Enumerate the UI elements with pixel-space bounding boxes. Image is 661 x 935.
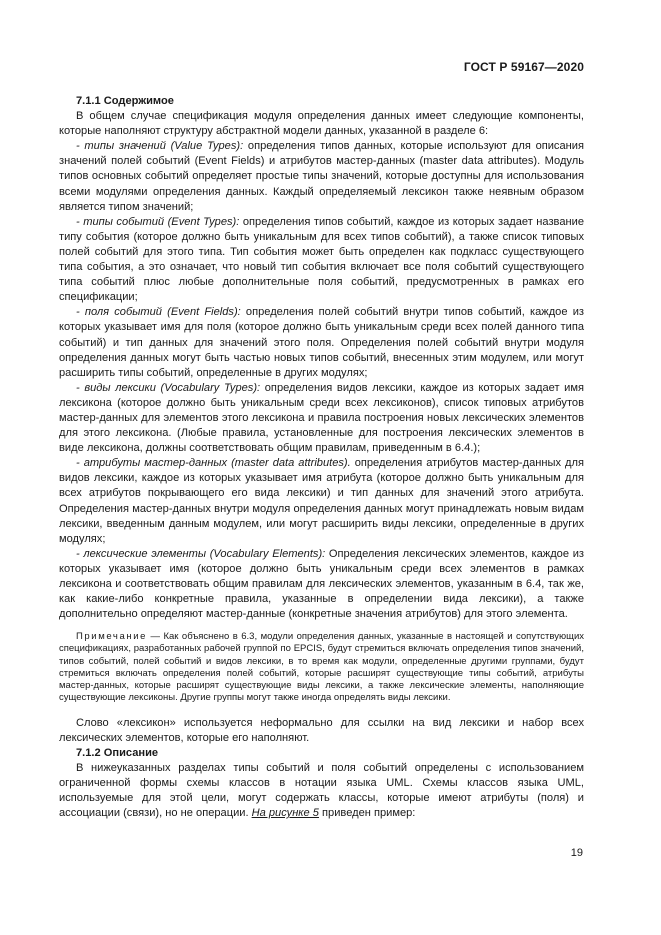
note-label: Примечание: [76, 631, 147, 643]
document-body: [59, 94, 584, 821]
definition-event-fields: определения полей событий внутри типов событий, каждое из которых указывает имя для поля (которое должно быть уникальным среди всех полей данного типа событий) и тип данных для значений этого поля. Определения полей событий внутри модуля определения данных могут быть частью новых типов событий, внесенных этим модулем, или могут расширить типы событий, определенные в других модулях;: [59, 306, 584, 379]
list-item-vocabulary-elements: [59, 547, 584, 622]
section-heading-7-1-1: 7.1.1 Содержимое: [76, 95, 174, 107]
term-event-types: - типы событий (Event Types):: [76, 215, 240, 228]
list-item-event-fields: [59, 305, 584, 380]
section-heading-7-1-2: 7.1.2 Описание: [76, 746, 159, 759]
page-number: 19: [570, 847, 583, 859]
list-item-value-types: [59, 139, 584, 214]
list-item-master-data-attributes: [59, 456, 584, 547]
definition-vocabulary-types: определения видов лексики, каждое из которых задает имя лексикона (которое должно быть уникальным среди всех лексиконов), список типовых атрибутов мастер-данных для элементов этого лексикона и правила построения новых лексических элементов для этого лексикона. (Любые правила, установленные для построения лексических элементов в виде лексикона, должны соответствовать общим правилам, приведенным в 6.4.);: [59, 381, 585, 455]
definition-event-types: определения типов событий, каждое из которых задает название типу события (которое должно быть уникальным для всех типов событий), а также список типовых полей событий для этого типа. Тип события может быть определен как подкласс существующего типа события, а это означает, что новый тип события включает все поля событий существующего типа событий плюс любые дополнительные поля событий, предусмотренных в рамках его спецификации;: [59, 215, 584, 304]
term-vocabulary-elements: - лексические элементы (Vocabulary Elements):: [76, 547, 326, 560]
description-text: В нижеуказанных разделах типы событий и поля событий определены с использованием ограниченной формы схемы классов в нотации языка UML. Схемы классов языка UML, используемые для этой цели, могут содержать классы, которые имеют атрибуты (поля) и ассоциации (связи), но не операции.: [59, 761, 584, 820]
description-paragraph: [59, 761, 584, 821]
closing-paragraph: Слово «лексикон» используется неформально для ссылки на вид лексики и набор всех лексических элементов, которые его наполняют.: [59, 716, 584, 744]
term-value-types: - типы значений (Value Types):: [76, 140, 244, 153]
description-text-end: приведен пример:: [318, 807, 416, 820]
list-item-vocabulary-types: [59, 381, 584, 456]
definition-value-types: определения типов данных, которые используют для описания значений полей событий (Event Fields) и атрибутов мастер-данных (master data attributes). Модуль типов основных событий определяет простые типы значений, которые доступны для использования всеми модулями определения данных. Каждый определяемый лексикон также неявным образом является типом значений;: [59, 140, 584, 213]
definition-master-data-attributes: определения атрибутов мастер-данных для видов лексики, каждое из которых указывает имя атрибута (которое должно быть уникальным для всех атрибутов покрывающего его вида лексики) и тип данных для значений этого атрибута. Определения мастер-данных внутри модуля определения данных могут принадлежать новым видам лексики, введенным данным модулем, или могут расширить виды лексики, определенные в других модулях;: [59, 457, 584, 545]
term-event-fields: - поля событий (Event Fields):: [76, 306, 241, 319]
document-id-header: ГОСТ Р 59167—2020: [463, 60, 584, 74]
list-item-event-types: [59, 215, 584, 306]
definition-vocabulary-elements: Определения лексических элементов, каждое из которых указывает имя (которое должно быть уникальным среди всех элементов в рамках лексикона и соответствовать общим правилам для лексических элементов, указанным в 6.4, так же, как какие-либо конкретные правила, указанные в определении вида лексики), а также дополнительно определяют мастер-данные (конкретные значения атрибутов) для этого элемента.: [59, 547, 584, 621]
term-vocabulary-types: - виды лексики (Vocabulary Types):: [76, 381, 261, 394]
note-text: — Как объяснено в 6.3, модули определения данных, указанные в настоящей и сопутствующих спецификациях, разработанных рабочей группой по EPCIS, будут стремиться включать определения типов значений, типов событий, полей событий и видов лексики, в то время как модули, определенные другими группами, будут стремиться включать определения полей событий, которые расширят существующие типы событий, атрибуты мастер-данных, которые расширят существующие виды лексики, а также лексические элементы, наполняющие существующие лексиконы. Другие группы могут также иногда определять виды лексики.: [59, 631, 584, 704]
section-intro-paragraph: В общем случае спецификация модуля определения данных имеет следующие компоненты, которые наполняют структуру абстрактной модели данных, указанной в разделе 6:: [59, 110, 584, 138]
note-paragraph: [59, 631, 584, 704]
figure-5-link[interactable]: На рисунке 5: [251, 807, 319, 820]
term-master-data-attributes: - атрибуты мастер-данных (master data attributes).: [76, 457, 351, 470]
